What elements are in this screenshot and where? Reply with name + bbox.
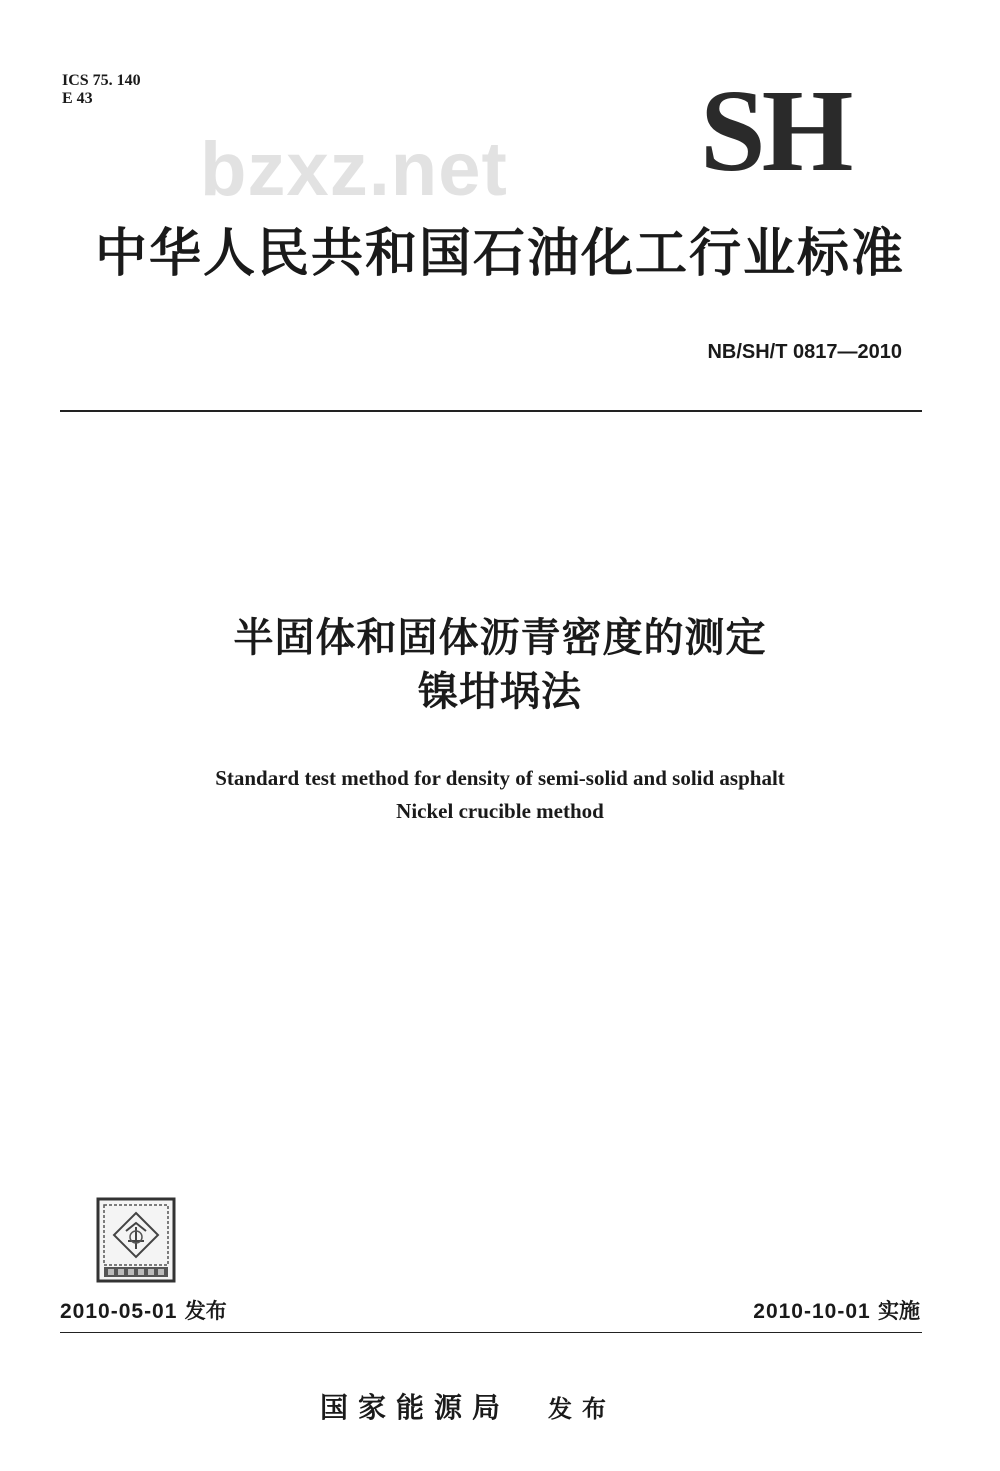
standard-category-title: 中华人民共和国石油化工行业标准 [94, 224, 905, 284]
issue-label: 发布 [184, 1299, 227, 1323]
ccs-code: E 43 [62, 90, 93, 107]
top-divider [60, 410, 922, 412]
implement-date: 2010-10-01 [753, 1300, 871, 1323]
official-seal-icon [96, 1197, 176, 1283]
bottom-divider [60, 1332, 922, 1333]
publisher-verb: 发布 [548, 1395, 617, 1423]
classification-codes [62, 72, 141, 108]
chinese-title [100, 612, 900, 720]
chinese-title-line-1: 半固体和固体沥青密度的测定 [233, 615, 767, 661]
publisher-name: 国家能源局 [320, 1391, 511, 1424]
chinese-title-line-2: 镍坩埚法 [418, 669, 582, 715]
standard-number: NB/SH/T 0817—2010 [707, 341, 902, 363]
implement-label: 实施 [878, 1299, 920, 1323]
english-title-line-1: Standard test method for density of semi-solid and solid asphalt [215, 766, 785, 790]
english-title-line-2: Nickel crucible method [396, 799, 604, 823]
watermark: bzxz.net [200, 127, 508, 212]
publisher-line [320, 1390, 616, 1427]
issue-date: 2010-05-01 [60, 1300, 178, 1323]
issue-date-line [60, 1298, 227, 1325]
ics-code: ICS 75. 140 [62, 72, 141, 89]
implement-date-line [753, 1298, 920, 1325]
english-title [60, 762, 940, 828]
sh-logo: SH [700, 65, 850, 196]
